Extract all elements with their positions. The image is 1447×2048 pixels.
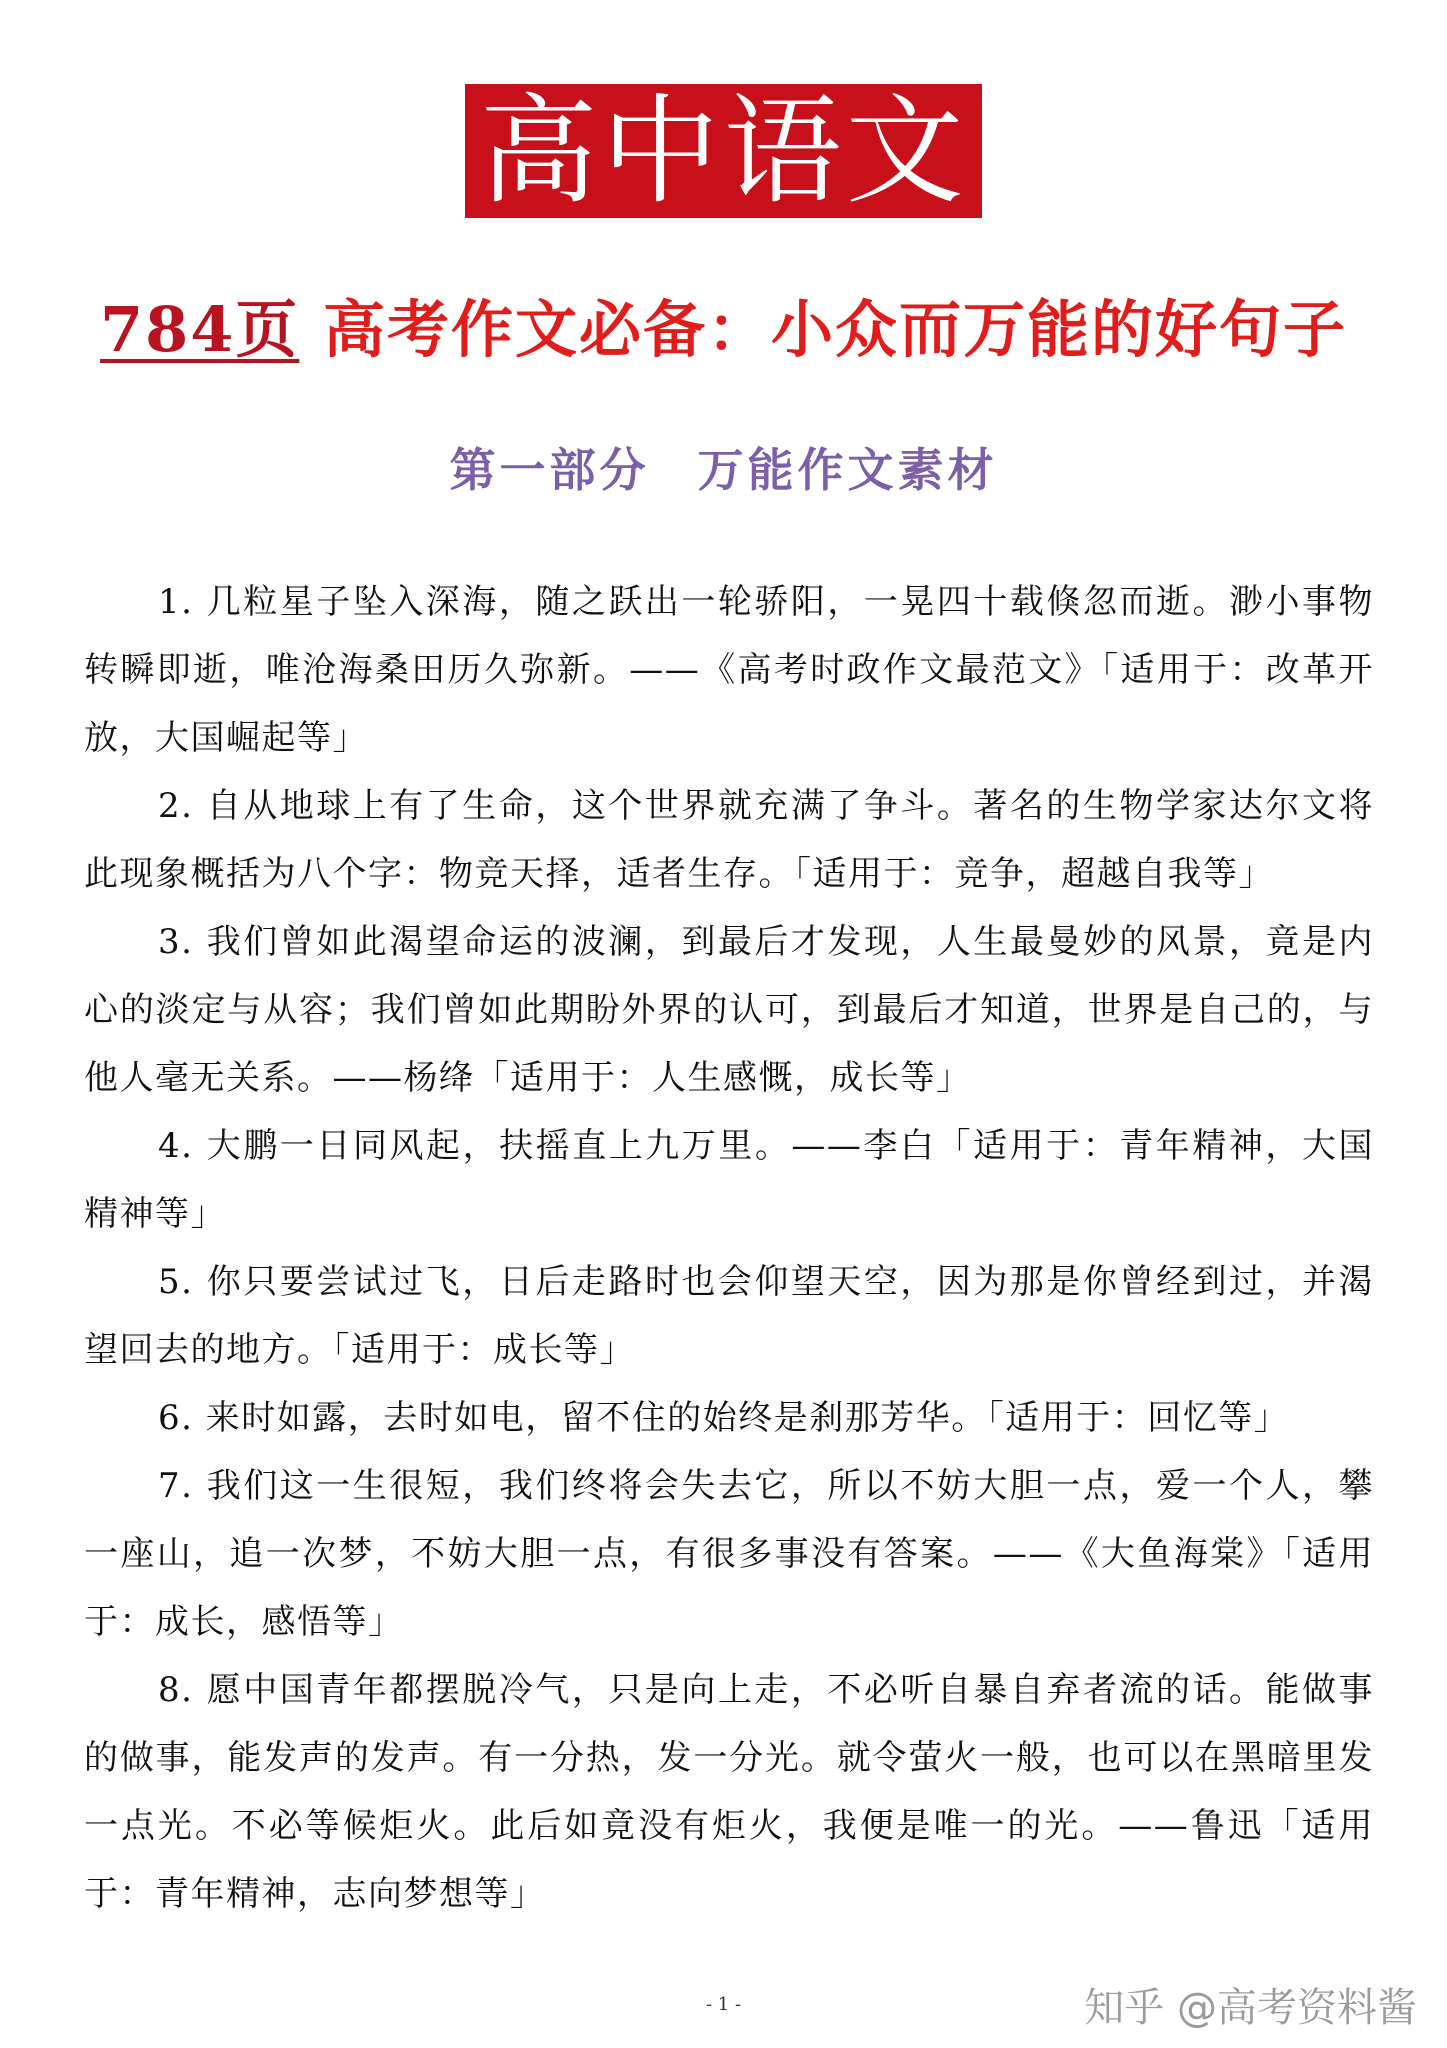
page-count: 784页 — [99, 293, 300, 366]
banner-title: 高中语文 — [465, 84, 981, 218]
quote-item-4: 4. 大鹏一日同风起，扶摇直上九万里。——李白「适用于：青年精神，大国精神等」 — [84, 1126, 1374, 1234]
quote-item-2: 2. 自从地球上有了生命，这个世界就充满了争斗。著名的生物学家达尔文将此现象概括为八个字：物竞天择，适者生存。「适用于：竞争，超越自我等」 — [84, 786, 1374, 894]
quote-item-3: 3. 我们曾如此渴望命运的波澜，到最后才发现，人生最曼妙的风景，竟是内心的淡定与从容；我们曾如此期盼外界的认可，到最后才知道，世界是自己的，与他人毫无关系。——杨绛「适用于：人生感慨，成长等」 — [84, 922, 1374, 1098]
quote-item-1: 1. 几粒星子坠入深海，随之跃出一轮骄阳，一晃四十载倏忽而逝。渺小事物转瞬即逝，唯沧海桑田历久弥新。——《高考时政作文最范文》「适用于：改革开放，大国崛起等」 — [84, 582, 1374, 758]
quote-item-6: 6. 来时如露，去时如电，留不住的始终是刹那芳华。「适用于：回忆等」 — [158, 1398, 1290, 1438]
quote-item-7: 7. 我们这一生很短，我们终将会失去它，所以不妨大胆一点，爱一个人，攀一座山，追一次梦，不妨大胆一点，有很多事没有答案。——《大鱼海棠》「适用于：成长，感悟等」 — [84, 1466, 1374, 1642]
section-part: 第一部分 — [449, 443, 650, 497]
watermark: 知乎 @高考资料酱 — [1084, 1985, 1417, 2031]
subtitle-text: 高考作文必备：小众而万能的好句子 — [323, 293, 1348, 366]
quote-item-5: 5. 你只要尝试过飞，日后走路时也会仰望天空，因为那是你曾经到过，并渴望回去的地方。「适用于：成长等」 — [84, 1262, 1374, 1370]
section-name: 万能作文素材 — [697, 443, 998, 497]
quote-item-8: 8. 愿中国青年都摆脱冷气，只是向上走，不必听自暴自弃者流的话。能做事的做事，能发声的发声。有一分热，发一分光。就令萤火一般，也可以在黑暗里发一点光。不必等候炬火。此后如竟没有炬火，我便是唯一的光。——鲁迅「适用于：青年精神，志向梦想等」 — [84, 1670, 1374, 1914]
banner-container — [0, 84, 1447, 218]
document-subtitle — [0, 290, 1447, 370]
page-number: - 1 - — [705, 1994, 742, 2015]
quote-list — [84, 568, 1374, 1928]
section-heading — [0, 440, 1447, 500]
